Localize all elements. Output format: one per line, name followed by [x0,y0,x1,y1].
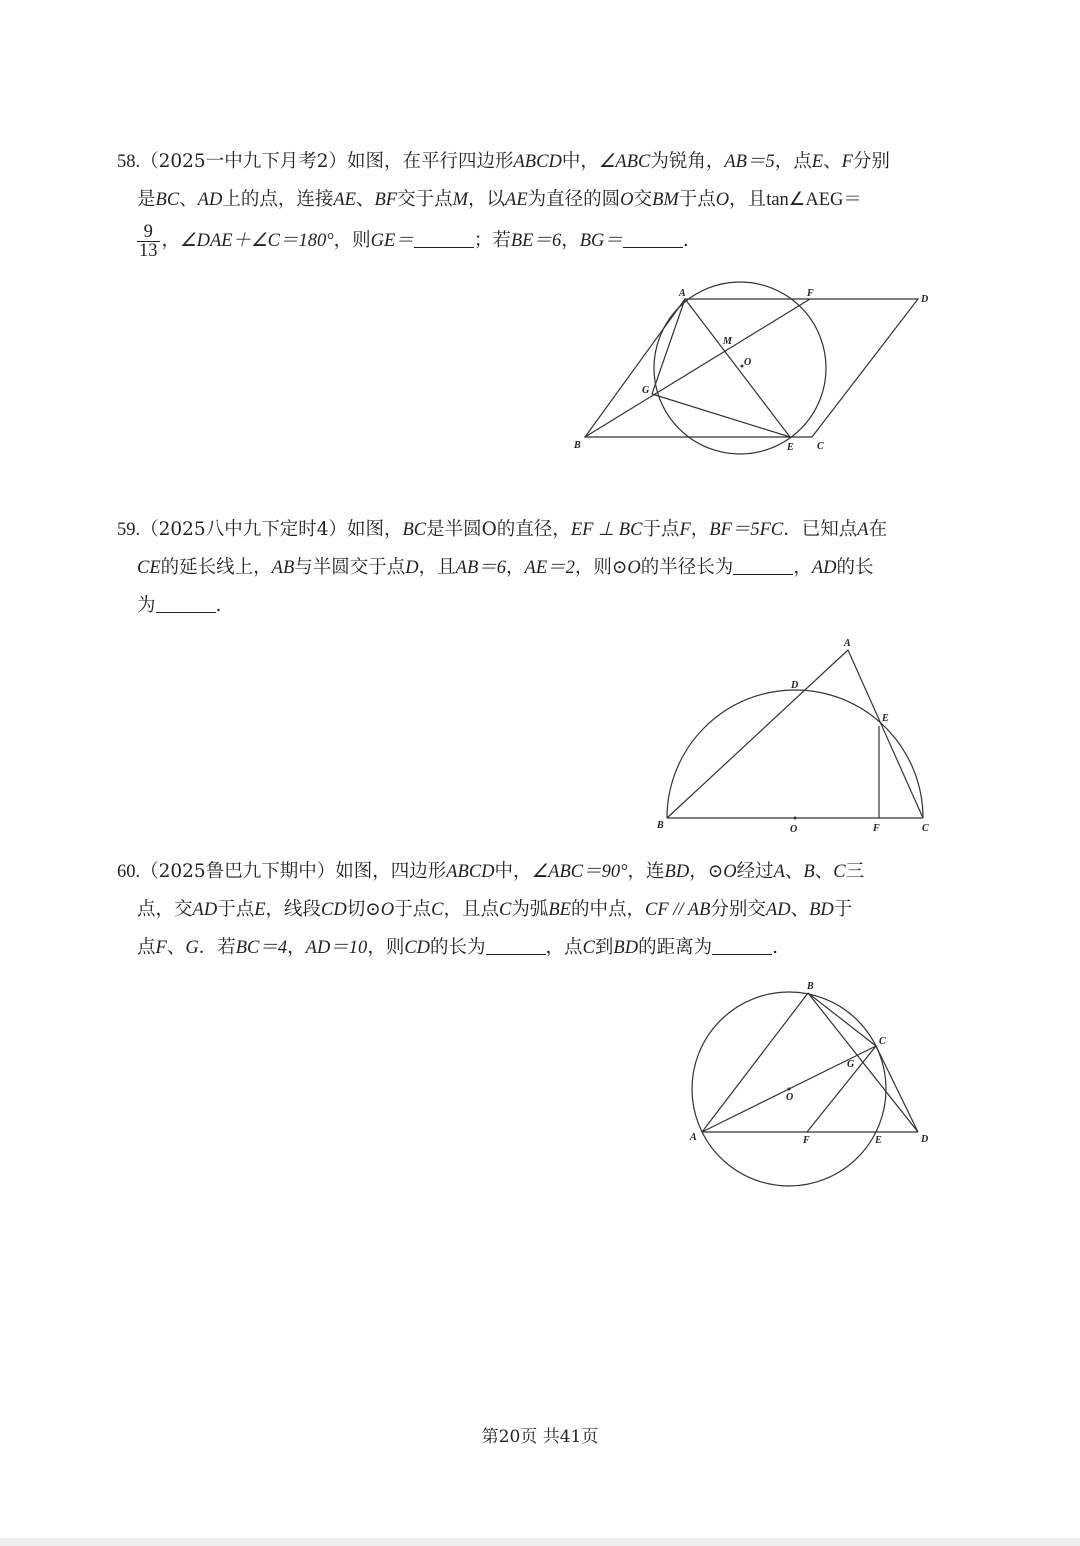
segment-ab [667,650,848,818]
label-o: O [786,1092,794,1103]
label-e: E [875,1135,882,1146]
semicircle [667,690,923,818]
problem-58 [117,143,962,263]
label-c: C [817,441,824,452]
label-o: O [790,824,798,835]
answer-blank[interactable] [156,592,216,613]
label-m: M [723,336,732,347]
problem-59-line-1: 59.（2025八中九下定时4）如图，BC是半圆O的直径，EF ⊥ BC于点F，BF＝5FC．已知点A在 [117,519,888,540]
label-o: O [744,357,752,368]
label-b: B [807,981,814,992]
fraction: $\frac{9}{13}$ [139,221,158,261]
label-a: A [690,1132,697,1143]
segment-ab [702,993,808,1132]
segment-ge [652,394,790,437]
center-point [788,1088,791,1091]
figure-59 [650,630,940,840]
label-f: F [803,1135,810,1146]
problem-source: （2025八中九下定时4） [140,519,347,540]
problem-58-line-2: 是BC、AD上的点，连接AE、BF交于点M，以AE为直径的圆O交BM于点O，且tan∠AEG＝ [137,189,862,210]
label-f: F [807,288,814,299]
figure-58 [560,275,960,465]
label-e: E [787,442,794,453]
problem-58-line-3: $\frac{9}{13}$ ，∠DAE＋∠C＝180°，则GE＝ ；若BE＝6，BG＝ . [139,221,689,261]
circle-o [654,282,826,454]
label-a: A [679,288,686,299]
segment-ac [848,650,923,818]
problem-59 [117,511,962,624]
answer-blank[interactable] [712,934,772,955]
segment-ae [685,299,790,437]
page-footer: 第20页 共41页 [481,1427,599,1447]
center-point [794,817,797,820]
label-e: E [882,713,889,724]
segment-cf [807,1046,876,1132]
problem-number: 60. [117,862,141,882]
segment-bc [808,993,876,1046]
answer-blank[interactable] [414,227,474,248]
label-d: D [921,1134,929,1145]
label-c: C [879,1036,886,1047]
problem-60-line-2: 点，交AD于点E，线段CD切⊙O于点C，且点C为弧BE的中点，CF // AB分别交AD、BD于 [137,899,853,920]
problem-58-line-1: 58.（2025一中九下月考2）如图，在平行四边形ABCD中，∠ABC为锐角，AB＝5，点E、F分别 [117,151,890,172]
problem-60-line-3: 点F、G．若BC＝4，AD＝10，则CD的长为 ，点C到BD的距离为 . [117,929,962,967]
label-f: F [873,823,880,834]
parallelogram-abcd [585,299,918,437]
problem-60 [117,853,962,967]
answer-blank[interactable] [623,227,683,248]
segment-cd [876,1046,918,1132]
label-g: G [847,1059,855,1070]
problem-number: 58. [117,152,141,172]
answer-blank[interactable] [733,554,793,575]
label-a: A [844,638,851,649]
label-b: B [574,440,581,451]
label-g: G [642,385,650,396]
problem-source: （2025一中九下月考2） [140,151,347,172]
segment-bf [585,299,810,437]
label-d: D [921,294,929,305]
problem-number: 59. [117,520,141,540]
label-b: B [657,820,664,831]
bottom-bar [0,1538,1080,1546]
problem-59-line-2: CE的延长线上，AB与半圆交于点D，且AB＝6，AE＝2，则⊙O的半径长为 ，AD的长 [117,549,962,587]
problem-60-line-1: 60.（2025鲁巴九下期中）如图，四边形ABCD中，∠ABC＝90°，连BD，⊙O经过A、B、C三 [117,861,865,882]
problem-source: （2025鲁巴九下期中） [140,861,336,882]
problem-59-line-3: 为 . [117,587,962,624]
figure-60 [680,975,940,1195]
label-c: C [922,823,929,834]
label-d: D [791,680,799,691]
answer-blank[interactable] [486,934,546,955]
